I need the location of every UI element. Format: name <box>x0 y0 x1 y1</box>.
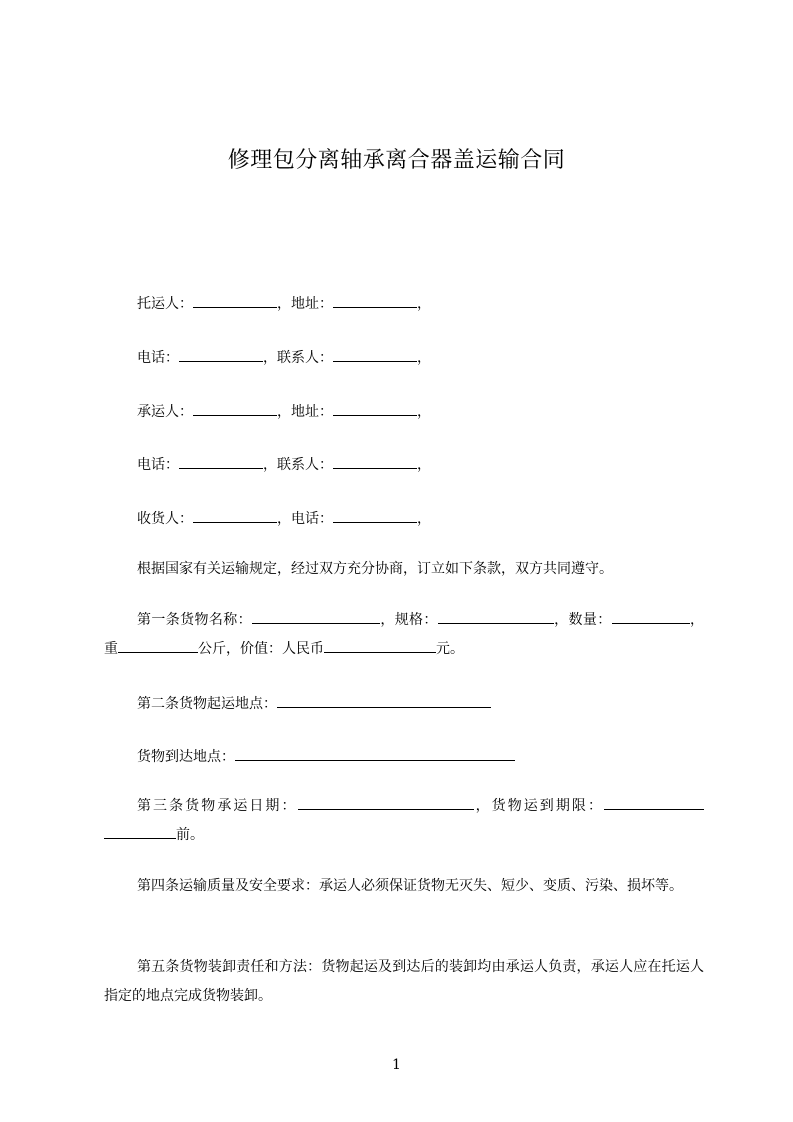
origin-label: 第二条货物起运地点： <box>137 696 277 712</box>
consignee-phone-blank[interactable] <box>333 507 417 523</box>
article-1 <box>104 606 704 664</box>
party-line-carrier <box>137 400 431 421</box>
document-title: 修理包分离轴承离合器盖运输合同 <box>227 148 566 173</box>
goods-name-label: 第一条货物名称： <box>137 612 252 628</box>
shipper-phone-blank[interactable] <box>179 346 263 362</box>
line-end: ， <box>417 457 431 473</box>
party-line-carrier-phone <box>137 453 431 474</box>
phone-label: ，电话： <box>277 511 333 527</box>
carrier-blank[interactable] <box>193 400 277 416</box>
quantity-label: ，数量： <box>553 612 612 628</box>
carrier-contact-blank[interactable] <box>333 453 417 469</box>
shipper-address-blank[interactable] <box>333 292 417 308</box>
deadline-blank-cont[interactable] <box>104 823 176 839</box>
party-line-shipper <box>137 292 431 313</box>
weight-label: ，重 <box>104 612 705 657</box>
line-end: ， <box>417 350 431 366</box>
contact-label: ，联系人： <box>263 350 333 366</box>
address-label: ，地址： <box>277 296 333 312</box>
carrier-address-blank[interactable] <box>333 400 417 416</box>
consignee-blank[interactable] <box>193 507 277 523</box>
ship-date-blank[interactable] <box>298 794 474 810</box>
spec-label: ，规格： <box>379 612 438 628</box>
page-number: 1 <box>392 1057 401 1073</box>
shipper-contact-blank[interactable] <box>333 346 417 362</box>
carrier-phone-blank[interactable] <box>179 453 263 469</box>
phone-label: 电话： <box>137 350 179 366</box>
carrier-label: 承运人： <box>137 404 193 420</box>
destination-blank[interactable] <box>235 745 515 761</box>
article-2-origin <box>137 692 491 713</box>
shipper-label: 托运人： <box>137 296 193 312</box>
line-end: ， <box>417 404 431 420</box>
shipper-blank[interactable] <box>193 292 277 308</box>
line-end: ， <box>417 296 431 312</box>
article-5: 第五条货物装卸责任和方法：货物起运及到达后的装卸均由承运人负责，承运人应在托运人指定的地点完成货物装卸。 <box>104 959 704 1004</box>
address-label: ，地址： <box>277 404 333 420</box>
destination-label: 货物到达地点： <box>137 749 235 765</box>
quantity-blank-cont[interactable] <box>676 608 690 624</box>
consignee-label: 收货人： <box>137 511 193 527</box>
line-end: ， <box>417 511 431 527</box>
currency-unit: 元。 <box>436 641 464 657</box>
quantity-blank[interactable] <box>612 608 676 624</box>
ship-date-label: 第三条货物承运日期： <box>137 798 298 814</box>
before-text: 前。 <box>176 827 204 843</box>
contact-label: ，联系人： <box>263 457 333 473</box>
article-4: 第四条运输质量及安全要求：承运人必须保证货物无灭失、短少、变质、污染、损坏等。 <box>137 878 683 894</box>
deadline-blank[interactable] <box>604 794 704 810</box>
intro-paragraph: 根据国家有关运输规定，经过双方充分协商，订立如下条款，双方共同遵守。 <box>137 561 613 577</box>
deadline-label: ，货物运到期限： <box>473 798 605 814</box>
spec-blank[interactable] <box>438 608 554 624</box>
article-3 <box>104 792 704 850</box>
article-2-destination <box>137 745 515 766</box>
weight-blank[interactable] <box>118 637 198 653</box>
value-blank[interactable] <box>324 637 436 653</box>
value-label: 公斤，价值：人民币 <box>198 641 324 657</box>
phone-label: 电话： <box>137 457 179 473</box>
party-line-consignee <box>137 507 431 528</box>
origin-blank[interactable] <box>277 692 491 708</box>
party-line-shipper-phone <box>137 346 431 367</box>
goods-name-blank[interactable] <box>252 608 380 624</box>
